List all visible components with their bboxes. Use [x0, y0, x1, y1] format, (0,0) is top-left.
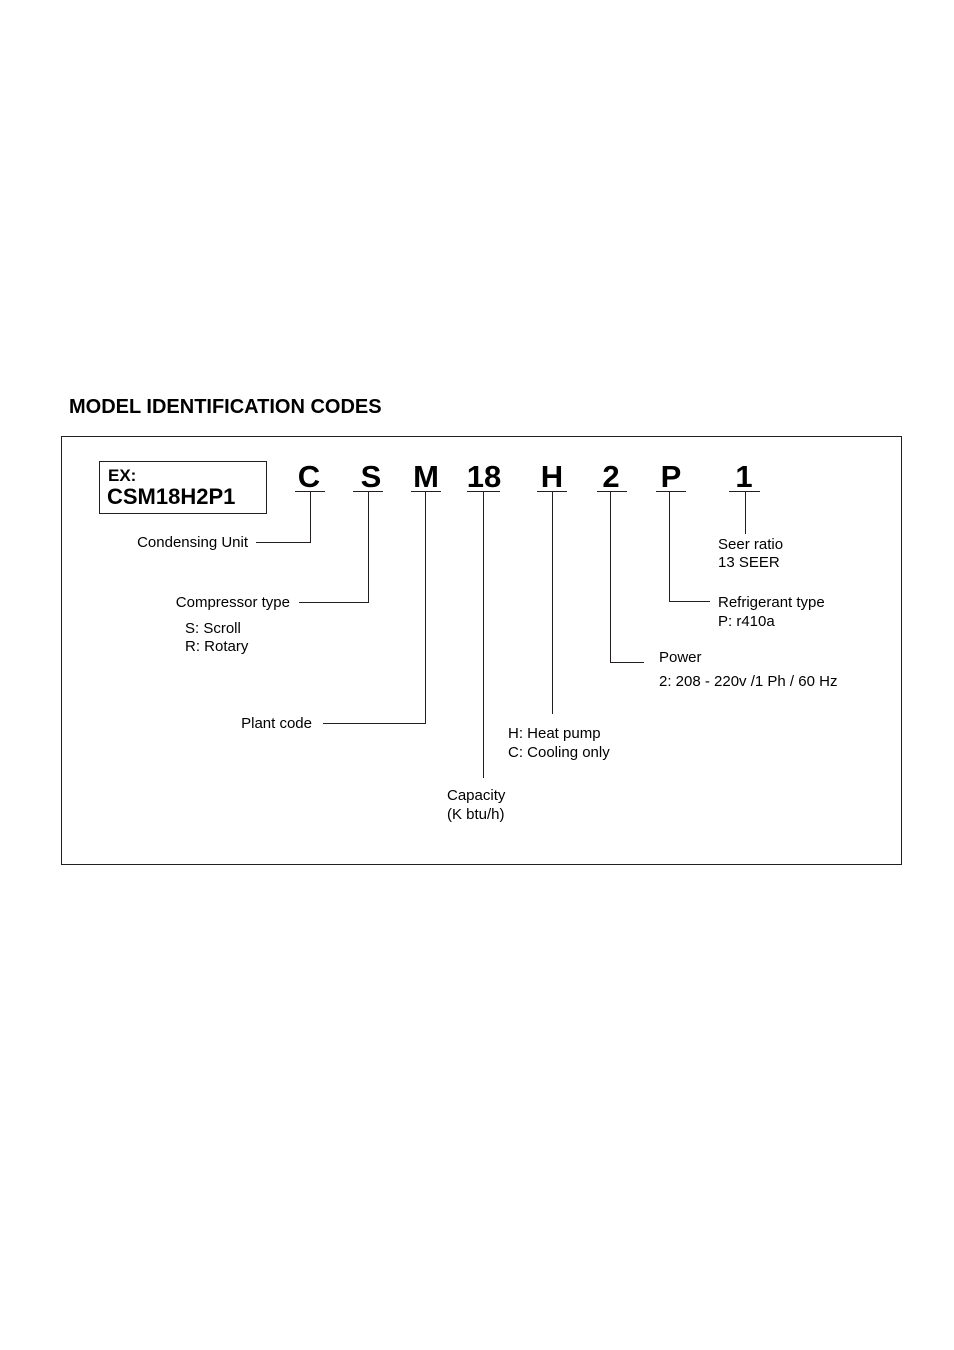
segment-code-p: P: [660, 459, 682, 494]
label-condensing-unit: Condensing Unit: [137, 534, 248, 551]
leader-compressor-type: [299, 492, 369, 603]
segment-code-18: 18: [466, 459, 502, 494]
segment-code-s: S: [360, 459, 382, 494]
label-compressor-type: Compressor type: [175, 594, 290, 611]
example-label: EX:: [108, 466, 137, 485]
label-seer-ratio: Seer ratio: [718, 536, 784, 553]
label-capacity-unit: (K btu/h): [447, 806, 505, 823]
leader-refrigerant-type: [670, 492, 711, 602]
example-box: [100, 462, 267, 514]
label-refrigerant-value: P: r410a: [718, 613, 775, 630]
leader-lines: [256, 492, 746, 778]
segment-code-2: 2: [602, 459, 620, 494]
label-compressor-rotary: R: Rotary: [185, 638, 249, 655]
segment-code-m: M: [413, 459, 439, 494]
leader-plant-code: [323, 492, 426, 724]
label-cooling-only: C: Cooling only: [508, 744, 610, 761]
leader-power: [611, 492, 645, 663]
label-capacity: Capacity: [447, 787, 506, 804]
label-power: Power: [659, 649, 702, 666]
label-heat-pump: H: Heat pump: [508, 725, 601, 742]
label-plant-code: Plant code: [241, 715, 312, 732]
label-seer-value: 13 SEER: [718, 554, 780, 571]
label-compressor-scroll: S: Scroll: [185, 620, 241, 637]
segment-code-h: H: [540, 459, 564, 494]
segment-code-c: C: [297, 459, 321, 494]
leader-condensing-unit: [256, 492, 311, 543]
example-code: CSM18H2P1: [107, 484, 236, 509]
label-refrigerant-type: Refrigerant type: [718, 594, 825, 611]
segment-code-1: 1: [735, 459, 753, 494]
label-power-spec: 2: 208 - 220v /1 Ph / 60 Hz: [659, 673, 838, 690]
page-title: MODEL IDENTIFICATION CODES: [69, 396, 382, 418]
